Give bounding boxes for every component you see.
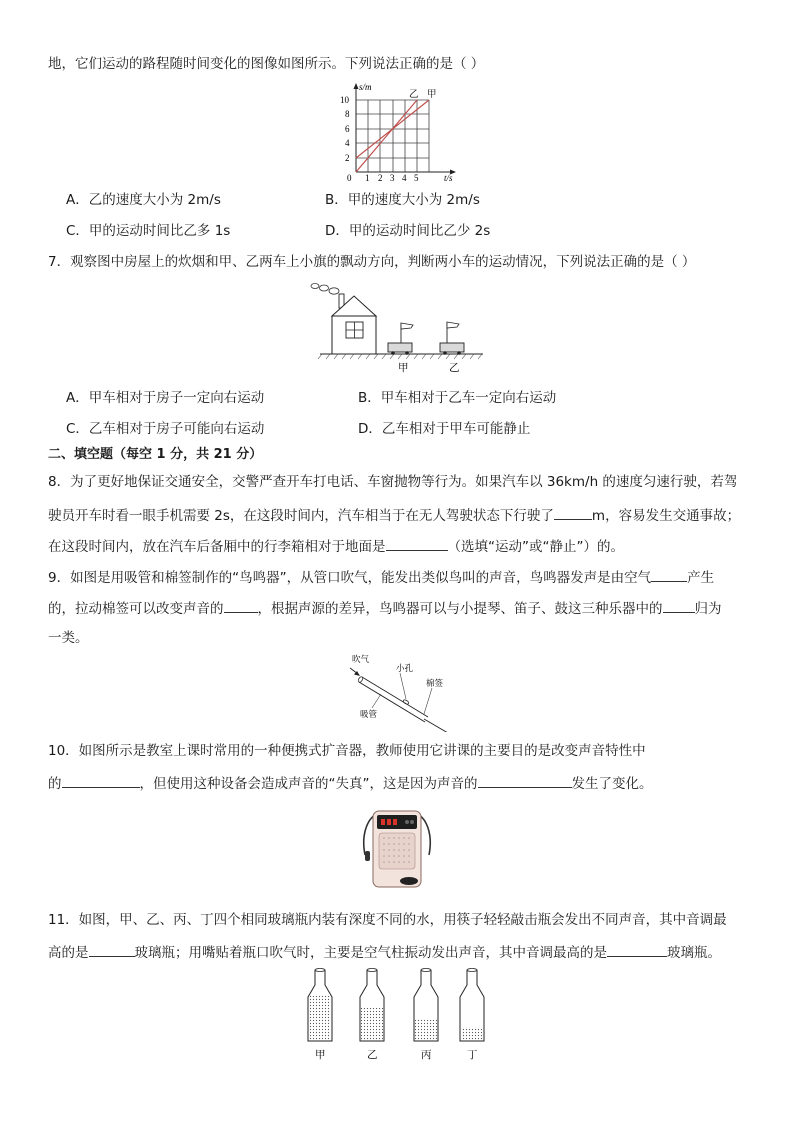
q8-line2: 驶员开车时看一眼手机需要 2s，在这段时间内，汽车相当于在无人驾驶状态下行驶了 m，容易发生交通事故； <box>48 505 740 525</box>
q8-line3: 在这段时间内，放在汽车后备厢中的行李箱相对于地面是 （选填“运动”或“静止”）的。 <box>48 536 624 556</box>
q11-blank-2[interactable] <box>607 942 667 957</box>
q10-line1: 10．如图所示是教室上课时常用的一种便携式扩音器，教师使用它讲课的主要目的是改变声音特性中 <box>48 743 646 759</box>
svg-text:8: 8 <box>345 109 350 119</box>
q7-option-d: D．乙车相对于甲车可能静止 <box>358 421 531 437</box>
q6-option-d: D．甲的运动时间比乙少 2s <box>325 223 491 239</box>
q7-house-cars-figure <box>308 280 488 375</box>
q9-line3: 一类。 <box>48 630 89 646</box>
q9-bird-whistle-figure <box>348 650 458 732</box>
label-hole: 小孔 <box>396 663 414 673</box>
label-straw: 吸管 <box>360 709 378 719</box>
label-blow: 吹气 <box>352 654 370 664</box>
bottle-yi <box>360 969 384 1042</box>
label-swab: 棉签 <box>426 678 444 688</box>
svg-text:3: 3 <box>390 173 395 183</box>
bottle-bing <box>414 969 438 1042</box>
q9-line1: 9．如图是用吸管和棉签制作的“鸟鸣器”，从管口吹气，能发出类似鸟叫的声音，鸟鸣器发声是由空气 产生 <box>48 567 714 587</box>
q9-blank-3[interactable] <box>663 598 695 613</box>
q8-blank-2[interactable] <box>386 536 448 551</box>
svg-text:4: 4 <box>402 173 407 183</box>
car-jia-label: 甲 <box>398 363 409 374</box>
bottle-ding <box>460 969 484 1042</box>
svg-text:5: 5 <box>414 173 419 183</box>
q10-blank-2[interactable] <box>478 773 572 788</box>
svg-text:2: 2 <box>378 173 383 183</box>
q10-amplifier-figure <box>357 805 437 890</box>
section-title: 二、填空题（每空 1 分，共 21 分） <box>48 447 263 462</box>
q7-option-b: B．甲车相对于乙车一定向右运动 <box>358 390 557 406</box>
q11-line2: 高的是 玻璃瓶；用嘴贴着瓶口吹气时，主要是空气柱振动发出声音，其中音调最高的是 玻璃瓶。 <box>48 942 721 962</box>
q6-option-c: C．甲的运动时间比乙多 1s <box>66 223 231 239</box>
svg-text:10: 10 <box>340 95 349 105</box>
label-jia: 甲 <box>427 90 437 100</box>
y-axis-label: s/m <box>359 82 372 92</box>
q10-blank-1[interactable] <box>62 773 140 788</box>
car-yi-label: 乙 <box>449 363 460 374</box>
q7-option-c: C．乙车相对于房子可能向右运动 <box>66 421 265 437</box>
q6-option-a: A．乙的速度大小为 2m/s <box>66 192 221 208</box>
svg-text:丁: 丁 <box>467 1050 478 1061</box>
q6-distance-time-graph <box>325 80 465 185</box>
bottle-jia <box>308 969 332 1042</box>
q6-option-b: B．甲的速度大小为 2m/s <box>325 192 480 208</box>
q10-line2: 的 ，但使用这种设备会造成声音的“失真”，这是因为声音的 发生了变化。 <box>48 773 653 793</box>
svg-text:4: 4 <box>345 138 350 148</box>
q11-line1: 11．如图，甲、乙、丙、丁四个相同玻璃瓶内装有深度不同的水，用筷子轻轻敲击瓶会发出不同声音，其中音调最 <box>48 912 727 928</box>
q9-blank-1[interactable] <box>651 567 687 582</box>
q8-line1: 8．为了更好地保证交通安全，交警严查开车打电话、车窗抛物等行为。如果汽车以 36km/h 的速度匀速行驶，若驾 <box>48 474 738 490</box>
q11-bottles-figure <box>300 965 500 1065</box>
x-axis-label: t/s <box>444 173 453 183</box>
svg-text:甲: 甲 <box>315 1050 326 1061</box>
svg-text:2: 2 <box>345 153 350 163</box>
svg-text:乙: 乙 <box>367 1050 378 1061</box>
q7-option-a: A．甲车相对于房子一定向右运动 <box>66 390 265 406</box>
svg-text:1: 1 <box>365 173 370 183</box>
q7-stem: 7．观察图中房屋上的炊烟和甲、乙两车上小旗的飘动方向，判断两小车的运动情况，下列说法正确的是（ ） <box>48 254 696 270</box>
q9-blank-2[interactable] <box>224 598 258 613</box>
svg-text:丙: 丙 <box>421 1050 432 1061</box>
line-yi <box>356 100 417 172</box>
q11-blank-1[interactable] <box>89 942 135 957</box>
q8-blank-1[interactable] <box>554 505 592 520</box>
q6-stem: 地，它们运动的路程随时间变化的图像如图所示。下列说法正确的是（ ） <box>48 56 485 72</box>
label-yi: 乙 <box>409 90 419 100</box>
svg-text:6: 6 <box>345 124 350 134</box>
svg-text:0: 0 <box>347 173 352 183</box>
q9-line2: 的，拉动棉签可以改变声音的 ，根据声源的差异，鸟鸣器可以与小提琴、笛子、鼓这三种乐器中的 归为 <box>48 598 722 618</box>
